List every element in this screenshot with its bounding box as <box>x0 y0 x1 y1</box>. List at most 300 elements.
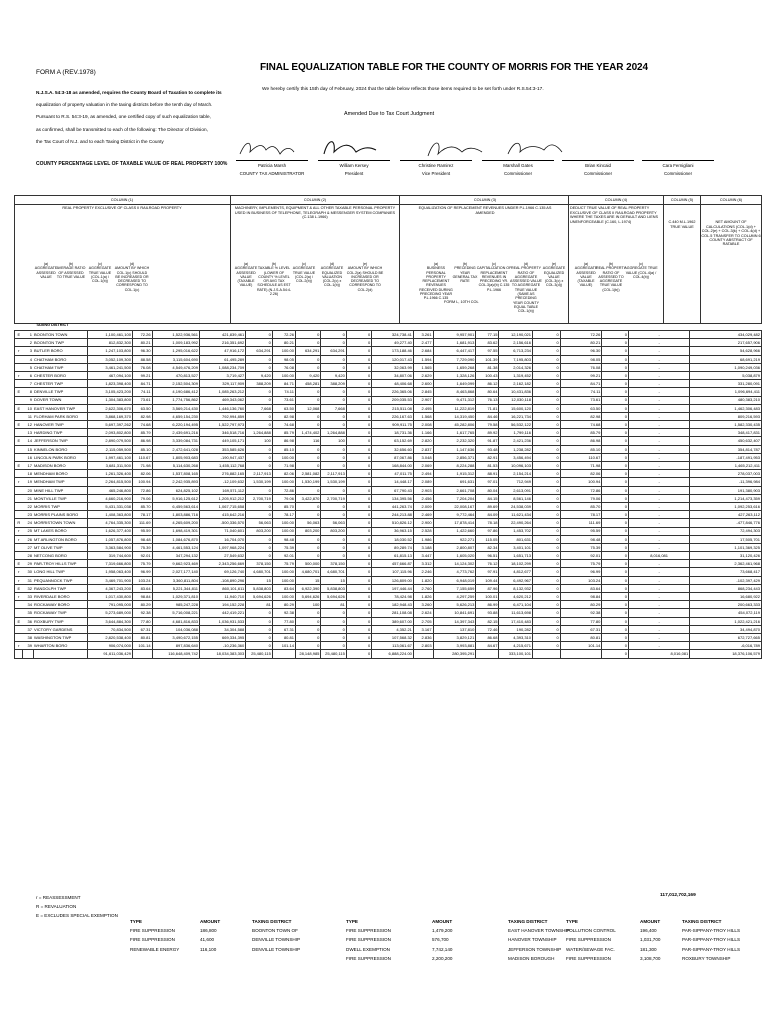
cell-c1c: 1,522,936,561 <box>152 331 199 339</box>
district-name: BOONTON TOWN <box>33 331 87 339</box>
district-number: 33 <box>23 593 33 601</box>
cell-c1a: 1,247,103,800 <box>87 347 132 355</box>
cell-c3e: 1,453,702 <box>499 527 533 535</box>
table-row <box>15 584 762 592</box>
table-row <box>15 593 762 601</box>
signatory-name: William Kersey <box>339 163 369 168</box>
cell-c2c: 100 <box>295 601 320 609</box>
cell-c3d: 89.69 <box>476 502 499 510</box>
cell-c1b: 78.17 <box>132 511 152 519</box>
district-number: 5 <box>23 363 33 371</box>
cell-c3c: 22,008,167 <box>433 502 476 510</box>
district-number: 39 <box>23 642 33 650</box>
sub-header-text: AMOUNT BY WHICH COL.2(a) SHOULD BE INCREASED OR DECREASED TO CORRESPOND TO COL.2(d) <box>346 266 384 292</box>
cell-c5: 8,016,081 <box>628 552 689 560</box>
cell-c1d: -108,890,296 <box>200 576 246 584</box>
district-name: PAR-TROY HILLS TWP <box>33 560 87 568</box>
sub-header-text: AGGREGATE EQUALIZED VALUE (COL.3(c) x COL.3(d)) <box>542 266 566 288</box>
cell-c3a: 244,213.88 <box>372 511 414 519</box>
signatory-name: Marshall Gates <box>503 163 533 168</box>
cell-c2a: 5,838,803 <box>246 584 273 592</box>
cell-c3d: 100.01 <box>476 593 499 601</box>
cell-c6: 34,494,870 <box>690 625 762 633</box>
district-name: ROCKAWAY TWP <box>33 609 87 617</box>
district-code <box>15 511 23 519</box>
sub-header <box>452 262 478 283</box>
cell-c1d: -12,109,632 <box>200 478 246 486</box>
cell-c2b: 63.50 <box>272 404 295 412</box>
cell-c1c: 4,549,476,209 <box>152 363 199 371</box>
cell-c1c: 347,294,132 <box>152 552 199 560</box>
cell-c3e: 15,600,120 <box>499 404 533 412</box>
cell-c3e: 3,401,101 <box>499 543 533 551</box>
table-row <box>15 421 762 429</box>
cell-c6: 348,417,831 <box>690 429 762 437</box>
cell-c1d: 442,419,221 <box>200 609 246 617</box>
sub-header <box>290 262 318 283</box>
cell-c1a: 5,697,397,262 <box>87 421 132 429</box>
cell-c1b: 100.94 <box>132 478 152 486</box>
cell-c4c: 0 <box>602 421 629 429</box>
cell-c3b: 2.456 <box>413 494 433 502</box>
cell-c1d: 1,522,797,973 <box>200 421 246 429</box>
district-number: 1 <box>23 331 33 339</box>
sub-header-letter: (e) <box>362 262 368 266</box>
cell-c5: - <box>628 380 689 388</box>
cell-c6: 1,214,473,359 <box>690 494 762 502</box>
table-row <box>15 502 762 510</box>
cell-c5: - <box>628 535 689 543</box>
district-code: r <box>15 535 23 543</box>
cell-c3e: 12,030,118 <box>499 396 533 404</box>
cell-c4b: 95.59 <box>560 527 602 535</box>
table-row <box>15 617 762 625</box>
exemption-cell: 2,200,200 <box>432 955 453 961</box>
cell-c4b: 111.69 <box>560 519 602 527</box>
cell-c3c: 11,222,819 <box>433 404 476 412</box>
cell-c1d: 34,304,588 <box>200 625 246 633</box>
cell-c2b: 100.00 <box>272 593 295 601</box>
cell-c2e: 0 <box>346 535 371 543</box>
cell-c3a: 34,807.06 <box>372 371 414 379</box>
district-code <box>15 552 23 560</box>
cell-c2a: 0 <box>246 642 273 650</box>
column-description: EQUALIZATION OF REPLACEMENT REVENUES UNDER P.L.1966 C.135 AS AMENDED <box>418 206 552 215</box>
cell-c6: 1,101,369,325 <box>690 543 762 551</box>
cell-c3c: 1,605,020 <box>433 552 476 560</box>
cell-c1a: 467,094,100 <box>87 371 132 379</box>
cell-c4a: 0 <box>533 429 561 437</box>
sub-header-letter: (c) <box>638 262 644 266</box>
cell-c4c: 0 <box>602 494 629 502</box>
exemption-cell: FIRE SUPPRESSION <box>566 937 611 943</box>
header-divider <box>230 195 231 324</box>
district-number: 36 <box>23 617 33 625</box>
cell-c1a: 5,273,689,000 <box>87 609 132 617</box>
district-number: 29 <box>23 560 33 568</box>
exemption-cell: PAR-SIPPANY-TROY HILLS <box>682 937 741 943</box>
sub-header-letter: (d) <box>129 262 135 266</box>
cell-c3b: 2.089 <box>413 478 433 486</box>
exemption-column <box>640 917 660 963</box>
cell-c2a: 0 <box>246 609 273 617</box>
exemption-column-head: AMOUNT <box>640 919 661 924</box>
cell-c1c: 9,662,923,469 <box>152 560 199 568</box>
cell-c1a: 7,319,666,800 <box>87 560 132 568</box>
cell-c2a: 634,291 <box>246 347 273 355</box>
cell-c3c: 3,829,121 <box>433 633 476 641</box>
cell-c3e: 1,319,452 <box>499 371 533 379</box>
cell-c3c: 3,993,881 <box>433 642 476 650</box>
cell-c3e: 16,221,734 <box>499 412 533 420</box>
cell-c3d: 76.13 <box>476 396 499 404</box>
exemption-column-head: TYPE <box>346 919 358 924</box>
cell-c1d: 1,067,715,658 <box>200 502 246 510</box>
cell-c3b: 1.986 <box>413 535 433 543</box>
cell-c1a: 1,958,063,400 <box>87 568 132 576</box>
cell-c6: 191,380,903 <box>690 486 762 494</box>
exemption-cell: EAST HANOVER TOWNSHIP <box>508 928 570 934</box>
cell-c6: 2,362,461,968 <box>690 560 762 568</box>
cell-c5: - <box>628 478 689 486</box>
cell-c2c: 0 <box>295 535 320 543</box>
total-c2b <box>272 650 295 658</box>
cell-c5: - <box>628 511 689 519</box>
cell-c1b: 74.11 <box>132 388 152 396</box>
cell-c6: 16,680,922 <box>690 593 762 601</box>
exemption-cell: 196,400 <box>640 928 657 934</box>
district-number: 7 <box>23 380 33 388</box>
cell-c1d: 421,839,461 <box>200 331 246 339</box>
signatory-name: Christine Ramirez <box>418 163 454 168</box>
cell-c1d: 1,088,234,709 <box>200 363 246 371</box>
cell-c3b: 2.009 <box>413 502 433 510</box>
cell-c2c: 500,000 <box>295 560 320 568</box>
cell-c1c: 985,247,228 <box>152 601 199 609</box>
cell-c2d: 7,668 <box>321 404 346 412</box>
cell-c5: - <box>628 502 689 510</box>
cell-c3b: 2.629 <box>413 371 433 379</box>
table-row <box>15 445 762 453</box>
exemption-cell: POLLUTION CONTROL <box>566 928 616 934</box>
cell-c2d: 0 <box>321 535 346 543</box>
cell-c2e: 0 <box>346 396 371 404</box>
district-number: 20 <box>23 486 33 494</box>
exemption-column-head: AMOUNT <box>432 919 453 924</box>
signature-line <box>236 160 308 161</box>
district-number: 30 <box>23 568 33 576</box>
cell-c3a: 113,061.67 <box>372 642 414 650</box>
cell-c4b: 96.99 <box>560 568 602 576</box>
cell-c1a: 3,469,701,900 <box>87 576 132 584</box>
cell-c3d: 82.34 <box>476 543 499 551</box>
cell-c2a: 0 <box>246 412 273 420</box>
cell-c3d: 97.91 <box>476 568 499 576</box>
cell-c4a: 0 <box>533 462 561 470</box>
cell-c1c: 2,472,641,028 <box>152 445 199 453</box>
cell-c2c: 116 <box>295 437 320 445</box>
table-row <box>15 470 762 478</box>
district-number: 26 <box>23 535 33 543</box>
total-c2a: 25,480,115 <box>246 650 273 658</box>
cell-c2e: 0 <box>346 519 371 527</box>
cell-c2c: 0 <box>295 363 320 371</box>
sub-header <box>34 262 58 279</box>
cell-c2a: 378,150 <box>246 560 273 568</box>
district-number: 9 <box>23 396 33 404</box>
cell-c3e: 11,621,434 <box>499 511 533 519</box>
exemption-cell: 181,300 <box>640 946 657 952</box>
district-code: E <box>15 388 23 396</box>
sub-header-text: TAXABLE % LEVEL (LOWER OF COUNTY % LEVEL OR AVG TAX SCHEDULE AS EST RATE) (N.J.S.A.54:4-2.26) <box>256 266 292 297</box>
cell-c2a: 0 <box>246 511 273 519</box>
district-code <box>15 633 23 641</box>
cell-c5: - <box>628 642 689 650</box>
district-code <box>15 355 23 363</box>
cell-c1c: 4,659,154,230 <box>152 412 199 420</box>
district-name: CHATHAM BORO <box>33 355 87 363</box>
exemption-cell: 1,031,700 <box>640 937 661 943</box>
district-code <box>15 543 23 551</box>
cell-c3c: 691,631 <box>433 478 476 486</box>
cell-c4a: 0 <box>533 609 561 617</box>
cell-c2c: 803,200 <box>295 527 320 535</box>
cell-c3c: 6,948,019 <box>433 576 476 584</box>
total-c4b <box>560 650 602 658</box>
cell-c1a: 1,057,876,800 <box>87 535 132 543</box>
cell-c2b: 77.80 <box>272 617 295 625</box>
cell-c3c: 5,626,213 <box>433 601 476 609</box>
cell-c1b: 85.79 <box>132 429 152 437</box>
cell-c2b: 79.06 <box>272 494 295 502</box>
cell-c2b: 85.70 <box>272 502 295 510</box>
cell-c3c: 10,841,691 <box>433 609 476 617</box>
district-name: MINE HILL TWP <box>33 486 87 494</box>
table-row <box>15 576 762 584</box>
district-number: 31 <box>23 576 33 584</box>
cell-c2b: 75.79 <box>272 560 295 568</box>
cell-c2e: 0 <box>346 388 371 396</box>
cell-c1c: 2,152,504,309 <box>152 380 199 388</box>
cell-c1d: 194,152,228 <box>200 601 246 609</box>
cell-c2e: 0 <box>346 380 371 388</box>
cell-c3c: 17,878,414 <box>433 519 476 527</box>
total-c4a <box>533 650 561 658</box>
cell-c4b: 103.24 <box>560 576 602 584</box>
cell-c6: 427,263,112 <box>690 511 762 519</box>
cell-c5: - <box>628 421 689 429</box>
cell-c4c: 0 <box>602 486 629 494</box>
cell-c1d: 353,585,626 <box>200 445 246 453</box>
column-description: DEDUCT TRUE VALUE OF REAL PROPERTY EXCLUSIVE OF CLASS II RAILROAD PROPERTY WHERE THE TAXES ARE IN DEFAULT AND LIENS UNENFORCEABLE (C.160, L.1974) <box>570 206 659 224</box>
cell-c3b: 2.820 <box>413 437 433 445</box>
cell-c3d: 83.62 <box>476 339 499 347</box>
sub-header-letter: (b) <box>271 262 277 266</box>
sub-header <box>476 262 512 292</box>
cell-c3b: 3.261 <box>413 331 433 339</box>
cell-c4a: 0 <box>533 568 561 576</box>
cell-c1c: 5,221,344,811 <box>152 584 199 592</box>
district-name: MORRIS TWP <box>33 502 87 510</box>
district-code <box>15 339 23 347</box>
cell-c2a: 100 <box>246 437 273 445</box>
taxing-district-label: TAXING DISTRICT <box>36 323 69 327</box>
cell-c3a: 226,365.06 <box>372 388 414 396</box>
column-5-header <box>664 198 700 229</box>
cell-c4c: 0 <box>602 576 629 584</box>
cell-c2e: 0 <box>346 511 371 519</box>
cell-c3a: 173,188.46 <box>372 347 414 355</box>
cell-c3c: 7,729,090 <box>433 355 476 363</box>
cell-c6: 31,120,426 <box>690 552 762 560</box>
sub-header-letter: (a) <box>583 262 589 266</box>
cell-c5: - <box>628 437 689 445</box>
cell-c3e: 1,799,116 <box>499 429 533 437</box>
cell-c2d: 0 <box>321 453 346 461</box>
cell-c2b: 83.64 <box>272 584 295 592</box>
cell-c1c: 4,461,553,124 <box>152 543 199 551</box>
exemption-cell: RENEWABLE ENERGY <box>130 946 180 952</box>
cell-c2d: 100 <box>321 437 346 445</box>
cell-c4a: 0 <box>533 470 561 478</box>
sub-header-letter: (c) <box>97 262 103 266</box>
total-c1c: 116,648,409,742 <box>152 650 199 658</box>
document-title: FINAL EQUALIZATION TABLE FOR THE COUNTY OF MORRIS FOR THE YEAR 2024 <box>260 62 648 73</box>
cell-c1c: 1,698,419,301 <box>152 527 199 535</box>
cell-c3c: 9,772,464 <box>433 511 476 519</box>
cell-c3b: 2.069 <box>413 462 433 470</box>
cell-c1c: 1,084,676,870 <box>152 535 199 543</box>
cell-c6: 1,022,421,216 <box>690 617 762 625</box>
cell-c1b: 80.81 <box>132 633 152 641</box>
sub-header-text: REAL PROPERTY RATIO OF ASSESSED TO AGGREGATE TRUE VALUE (COL.1(b)) <box>596 266 626 292</box>
cell-c2d: 56,063 <box>321 519 346 527</box>
cell-c2a: 0 <box>246 502 273 510</box>
district-number: 8 <box>23 388 33 396</box>
signatory-name: Cara Fernigliani <box>662 163 694 168</box>
cell-c3e: 801,631 <box>499 535 533 543</box>
cell-c2c: 9,420 <box>295 371 320 379</box>
cell-c3c: 45,282,806 <box>433 421 476 429</box>
cell-c2e: 0 <box>346 625 371 633</box>
cell-c1a: 1,626,377,400 <box>87 527 132 535</box>
exemption-cell: FIRE SUPPRESSION <box>346 928 391 934</box>
cell-c2b: 92.38 <box>272 609 295 617</box>
cell-c3b: 1.820 <box>413 576 433 584</box>
cell-c6: -102,397,429 <box>690 576 762 584</box>
cell-c2d: 0 <box>321 543 346 551</box>
cell-c2b: 67.31 <box>272 625 295 633</box>
cell-c2a: 4,680,701 <box>246 568 273 576</box>
cell-c4b: 80.29 <box>560 601 602 609</box>
cell-c2e: 0 <box>346 576 371 584</box>
cell-c4c: 0 <box>602 404 629 412</box>
cell-c4a: 0 <box>533 576 561 584</box>
cell-c2c: 3,422,870 <box>295 494 320 502</box>
cell-c3b: 2.469 <box>413 511 433 519</box>
exemption-cell: DENVILLE TOWNSHIP <box>252 946 301 952</box>
cell-c3d: 101.39 <box>476 355 499 363</box>
district-name: ROXBURY TWP <box>33 617 87 625</box>
cell-c5: - <box>628 527 689 535</box>
cell-c4c: 0 <box>602 429 629 437</box>
cell-c4b: 101.14 <box>560 642 602 650</box>
cell-c1c: 5,114,630,268 <box>152 462 199 470</box>
table-row <box>15 486 762 494</box>
district-code <box>15 494 23 502</box>
cell-c1a: 2,264,815,500 <box>87 478 132 486</box>
cell-c1a: 2,115,059,500 <box>87 445 132 453</box>
amended-note: Amended Due to Tax Court Judgment <box>344 111 435 117</box>
district-name: CHESTER TWP <box>33 380 87 388</box>
cell-c3a: 107,568.32 <box>372 633 414 641</box>
cell-c3a: 120,017.43 <box>372 355 414 363</box>
district-code <box>15 380 23 388</box>
total-c2c: 28,148,985 <box>295 650 320 658</box>
signature-line <box>482 160 554 161</box>
signature-line <box>400 160 472 161</box>
cell-c3b: 3.167 <box>413 625 433 633</box>
cell-c2b: 75.39 <box>272 543 295 551</box>
exemption-cell: PAR-SIPPANY-TROY HILLS <box>682 946 741 952</box>
cell-c2e: 0 <box>346 633 371 641</box>
table-row <box>15 601 762 609</box>
cell-c1a: 3,105,423,200 <box>87 388 132 396</box>
district-number: 10 <box>23 404 33 412</box>
cell-c3d: 88.91 <box>476 470 499 478</box>
cell-c1c: 5,716,008,221 <box>152 609 199 617</box>
cell-c4a: 0 <box>533 363 561 371</box>
cell-c4c: 0 <box>602 380 629 388</box>
cell-c3d: 81.53 <box>476 462 499 470</box>
cell-c2c: 0 <box>295 331 320 339</box>
cell-c4a: 0 <box>533 421 561 429</box>
exemption-cell: DENVILLE TOWNSHIP <box>252 937 301 943</box>
cell-c3b: 3.312 <box>413 560 433 568</box>
sub-header <box>540 262 568 288</box>
exemption-cell: 116,100 <box>200 946 217 952</box>
cell-c1d: 329,117,909 <box>200 380 246 388</box>
cell-c4a: 0 <box>533 601 561 609</box>
district-number: 13 <box>23 429 33 437</box>
district-code <box>15 453 23 461</box>
cell-c3d: 81.38 <box>476 363 499 371</box>
signatory <box>314 162 394 178</box>
district-code: E <box>15 560 23 568</box>
district-name: CHESTER BORO <box>33 371 87 379</box>
cell-c2b: 100.00 <box>272 568 295 576</box>
column-6-header <box>701 198 761 247</box>
district-number: 38 <box>23 633 33 641</box>
cell-c3d: 86.99 <box>476 601 499 609</box>
cell-c2d: 5,838,803 <box>321 584 346 592</box>
cell-c4a: 0 <box>533 527 561 535</box>
cell-c4c: 0 <box>602 470 629 478</box>
cell-c6: 200,663,333 <box>690 601 762 609</box>
district-name: MENDHAM TWP <box>33 478 87 486</box>
cell-c3d: 93.48 <box>476 445 499 453</box>
sub-header-letter: (e) <box>551 262 557 266</box>
district-number: 12 <box>23 421 33 429</box>
cell-c2b: 72.86 <box>272 486 295 494</box>
exemption-cell: 186,800 <box>200 928 217 934</box>
cell-c4b: 71.98 <box>560 462 602 470</box>
cell-c1b: 85.70 <box>132 502 152 510</box>
signatory-name: Patricia Marsh <box>257 163 287 168</box>
cell-c4c: 0 <box>602 568 629 576</box>
cell-c3e: 2,162,182 <box>499 380 533 388</box>
exemption-cell: FIRE SUPPRESSION <box>130 928 175 934</box>
